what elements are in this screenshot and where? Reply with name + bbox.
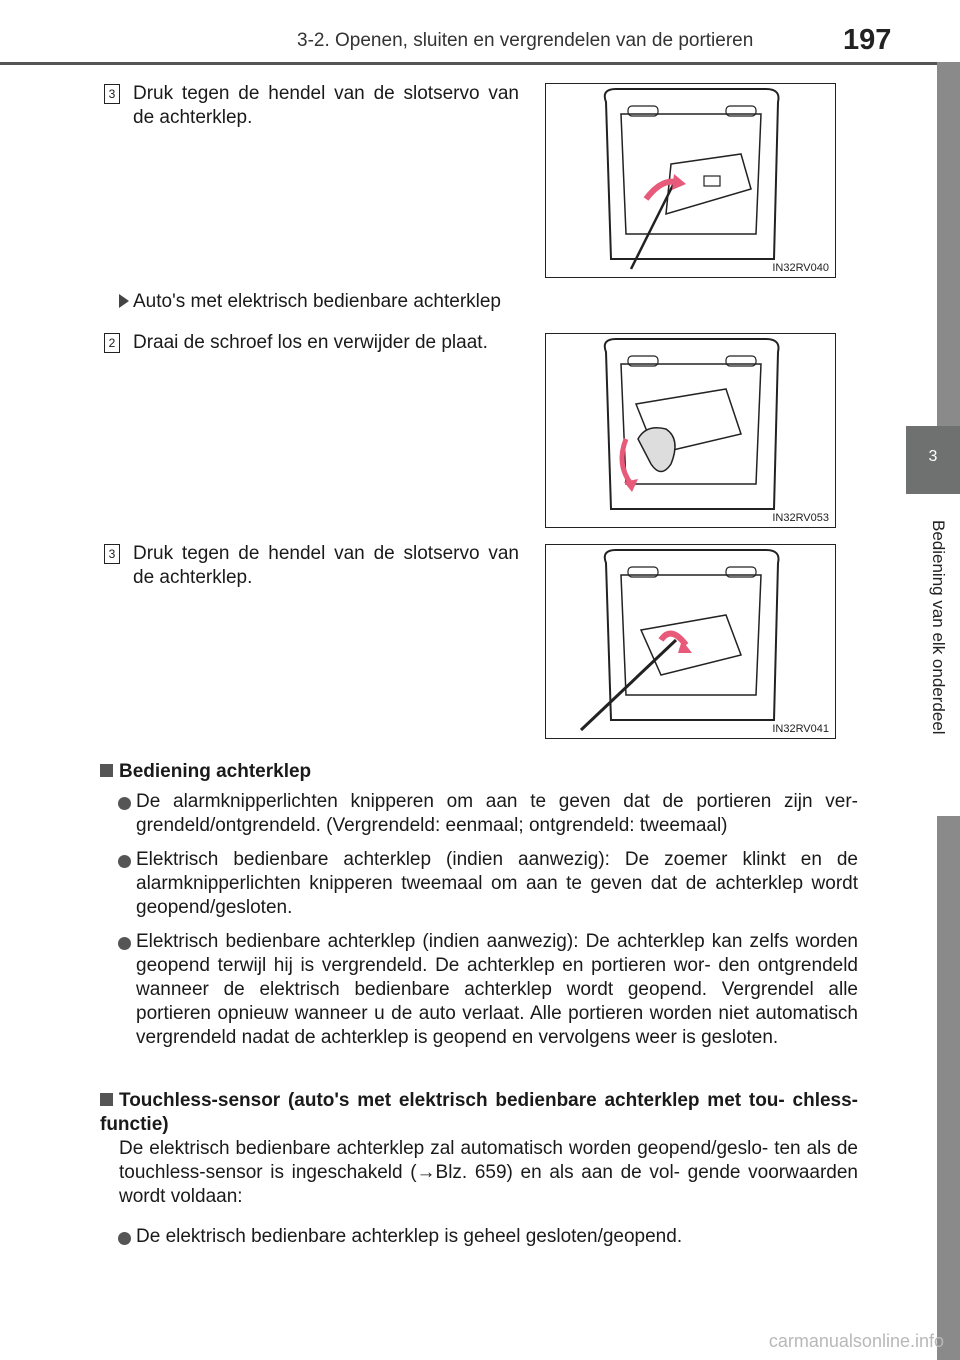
figure-code: IN32RV041 <box>772 723 829 735</box>
bullet-dot-icon <box>118 855 131 868</box>
square-bullet-icon <box>100 1093 113 1106</box>
section-heading-text: Touchless-sensor (auto's met elektrisch bedienbare achterklep met tou- chless-functie) <box>100 1090 858 1135</box>
tailgate-latch-illustration <box>546 84 835 277</box>
bullet-text: De elektrisch bedienbare achterklep is geheel gesloten/geopend. <box>136 1226 683 1247</box>
step-text: Draai de schroef los en verwijder de plaat. <box>133 332 488 353</box>
bullet-text: Elektrisch bedienbare achterklep (indien aanwezig): De achterklep kan zelfs worden geopend terwijl hij is vergrendeld. De achterklep en portieren wor- den ontgrendeld wanneer de elektrisch bedienbare achterklep wordt geopend. Vergrendel alle portieren opnieuw wanneer u de auto verlaat. Alle portieren worden niet automatisch vergrendeld nadat de achterklep is geopend en vervolgens weer is gesloten. <box>136 931 858 1048</box>
subsection-heading <box>119 291 501 313</box>
illustration-figure <box>545 333 836 528</box>
bullet-dot-icon <box>118 937 131 950</box>
chapter-label: Bediening van elk onderdeel <box>929 520 948 735</box>
paragraph: De elektrisch bedienbare achterklep zal automatisch worden geopend/geslo- ten als de touchless-sensor is ingeschakeld (→Blz. 659) en als aan de vol- gende voorwaarden wordt voldaan: <box>119 1138 858 1207</box>
illustration-figure <box>545 544 836 739</box>
figure-code: IN32RV053 <box>772 512 829 524</box>
tailgate-plate-illustration <box>546 334 835 527</box>
illustration-figure <box>545 83 836 278</box>
step-text: Druk tegen de hendel van de slotservo van de achterklep. <box>133 543 519 588</box>
bullet-text: Elektrisch bedienbare achterklep (indien aanwezig): De zoemer klinkt en de alarmknipperlichten knipperen tweemaal om aan te geven dat de achterklep wordt geopend/gesloten. <box>136 849 858 918</box>
square-bullet-icon <box>100 764 113 777</box>
section-heading <box>100 760 858 784</box>
bullet-dot-icon <box>118 797 131 810</box>
section-heading-text: Bediening achterklep <box>119 761 312 782</box>
section-title: 3-2. Openen, sluiten en vergrendelen van de portieren <box>297 30 754 51</box>
chapter-number: 3 <box>928 448 938 465</box>
side-tab-bar <box>937 62 960 426</box>
page-number: 197 <box>843 24 892 56</box>
step-badge: 3 <box>104 544 120 564</box>
step-text: Druk tegen de hendel van de slotservo van de achterklep. <box>133 83 519 128</box>
step-badge: 2 <box>104 333 120 353</box>
bullet-text: De alarmknipperlichten knipperen om aan te geven dat de portieren zijn ver- grendeld/ontgrendeld. (Vergrendeld: eenmaal; ontgrendeld: tweemaal) <box>136 791 858 836</box>
section-heading <box>100 1089 858 1137</box>
watermark: carmanualsonline.info <box>768 1331 944 1351</box>
tailgate-latch-illustration <box>546 545 835 738</box>
triangle-right-icon <box>119 294 129 308</box>
bullet-dot-icon <box>118 1232 131 1245</box>
step-badge: 3 <box>104 84 120 104</box>
side-tab-bar <box>937 816 960 1360</box>
header-divider <box>0 62 960 65</box>
figure-code: IN32RV040 <box>772 262 829 274</box>
subsection-label: Auto's met elektrisch bedienbare achterklep <box>133 291 501 312</box>
